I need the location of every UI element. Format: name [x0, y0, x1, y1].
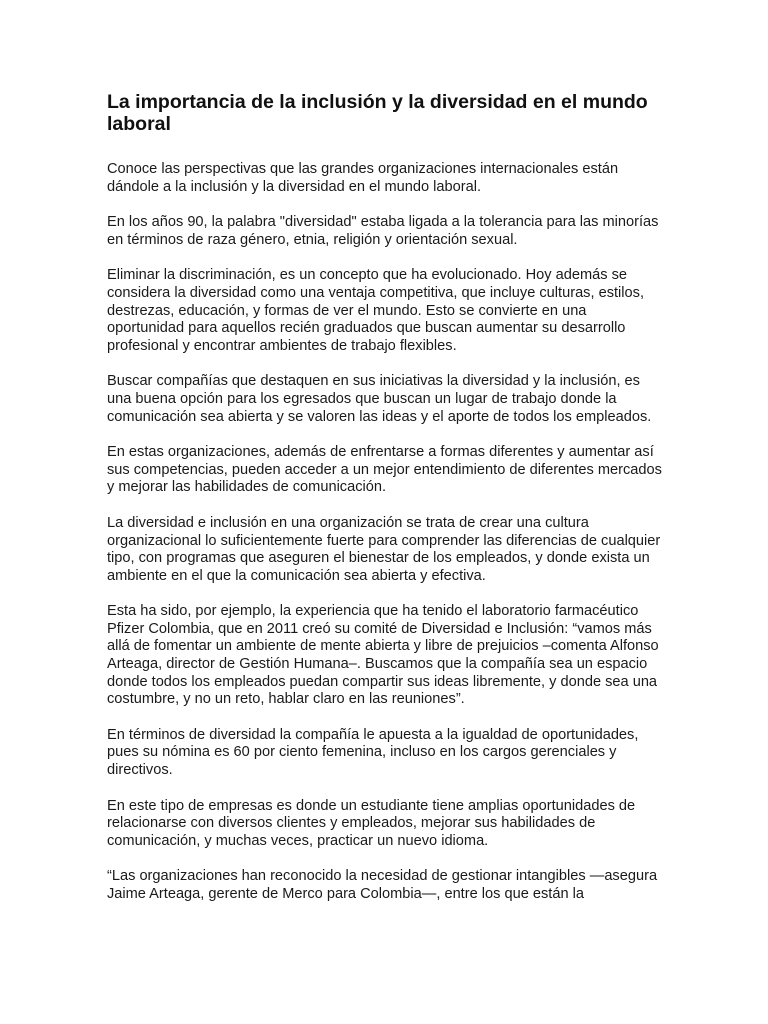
paragraph-1: En los años 90, la palabra "diversidad" estaba ligada a la tolerancia para las minorías en términos de raza género, etnia, religión y orientación sexual.: [107, 214, 659, 248]
paragraph-5: La diversidad e inclusión en una organización se trata de crear una cultura organizacional lo suficientemente fuerte para comprender las diferencias de cualquier tipo, con programas que aseguren el bienestar de los empleados, y donde exista un ambiente en el que la comunicación sea abierta y efectiva.: [107, 514, 661, 584]
document-page: [107, 91, 663, 904]
paragraph-intro: Conoce las perspectivas que las grandes organizaciones internacionales están dándole a la inclusión y la diversidad en el mundo laboral.: [107, 161, 619, 195]
paragraph-7: En términos de diversidad la compañía le apuesta a la igualdad de oportunidades, pues su nómina es 60 por ciento femenina, incluso en los cargos gerenciales y directivos.: [107, 726, 639, 779]
paragraph-3: Buscar compañías que destaquen en sus iniciativas la diversidad y la inclusión, es una buena opción para los egresados que buscan un lugar de trabajo donde la comunicación sea abierta y se valoren las ideas y el aporte de todos los empleados.: [107, 373, 652, 425]
paragraph-4: En estas organizaciones, además de enfrentarse a formas diferentes y aumentar así sus competencias, pueden acceder a un mejor entendimiento de diferentes mercados y mejorar las habilidades de comunicación.: [107, 444, 662, 496]
article-title: La importancia de la inclusión y la diversidad en el mundo laboral: [107, 91, 648, 135]
paragraph-9: “Las organizaciones han reconocido la necesidad de gestionar intangibles —asegura Jaime Arteaga, gerente de Merco para Colombia—, entre los que están la: [107, 868, 658, 902]
paragraph-6: Esta ha sido, por ejemplo, la experiencia que ha tenido el laboratorio farmacéutico Pfizer Colombia, que en 2011 creó su comité de Diversidad e Inclusión: “vamos más allá de fomentar un ambiente de mente abierta y libre de prejuicios –comenta Alfonso Arteaga, director de Gestión Humana–. Buscamos que la compañía sea un espacio donde todos los empleados puedan compartir sus ideas libremente, y donde sea una costumbre, y no un reto, hablar claro en las reuniones”.: [107, 603, 659, 708]
paragraph-8: En este tipo de empresas es donde un estudiante tiene amplias oportunidades de relacionarse con diversos clientes y empleados, mejorar sus habilidades de comunicación, y muchas veces, practicar un nuevo idioma.: [107, 797, 636, 849]
paragraph-2: Eliminar la discriminación, es un concepto que ha evolucionado. Hoy además se considera la diversidad como una ventaja competitiva, que incluye culturas, estilos, destrezas, educación, y formas de ver el mundo. Esto se convierte en una oportunidad para aquellos recién graduados que buscan aumentar su desarrollo profesional y encontrar ambientes de trabajo flexibles.: [107, 267, 645, 354]
